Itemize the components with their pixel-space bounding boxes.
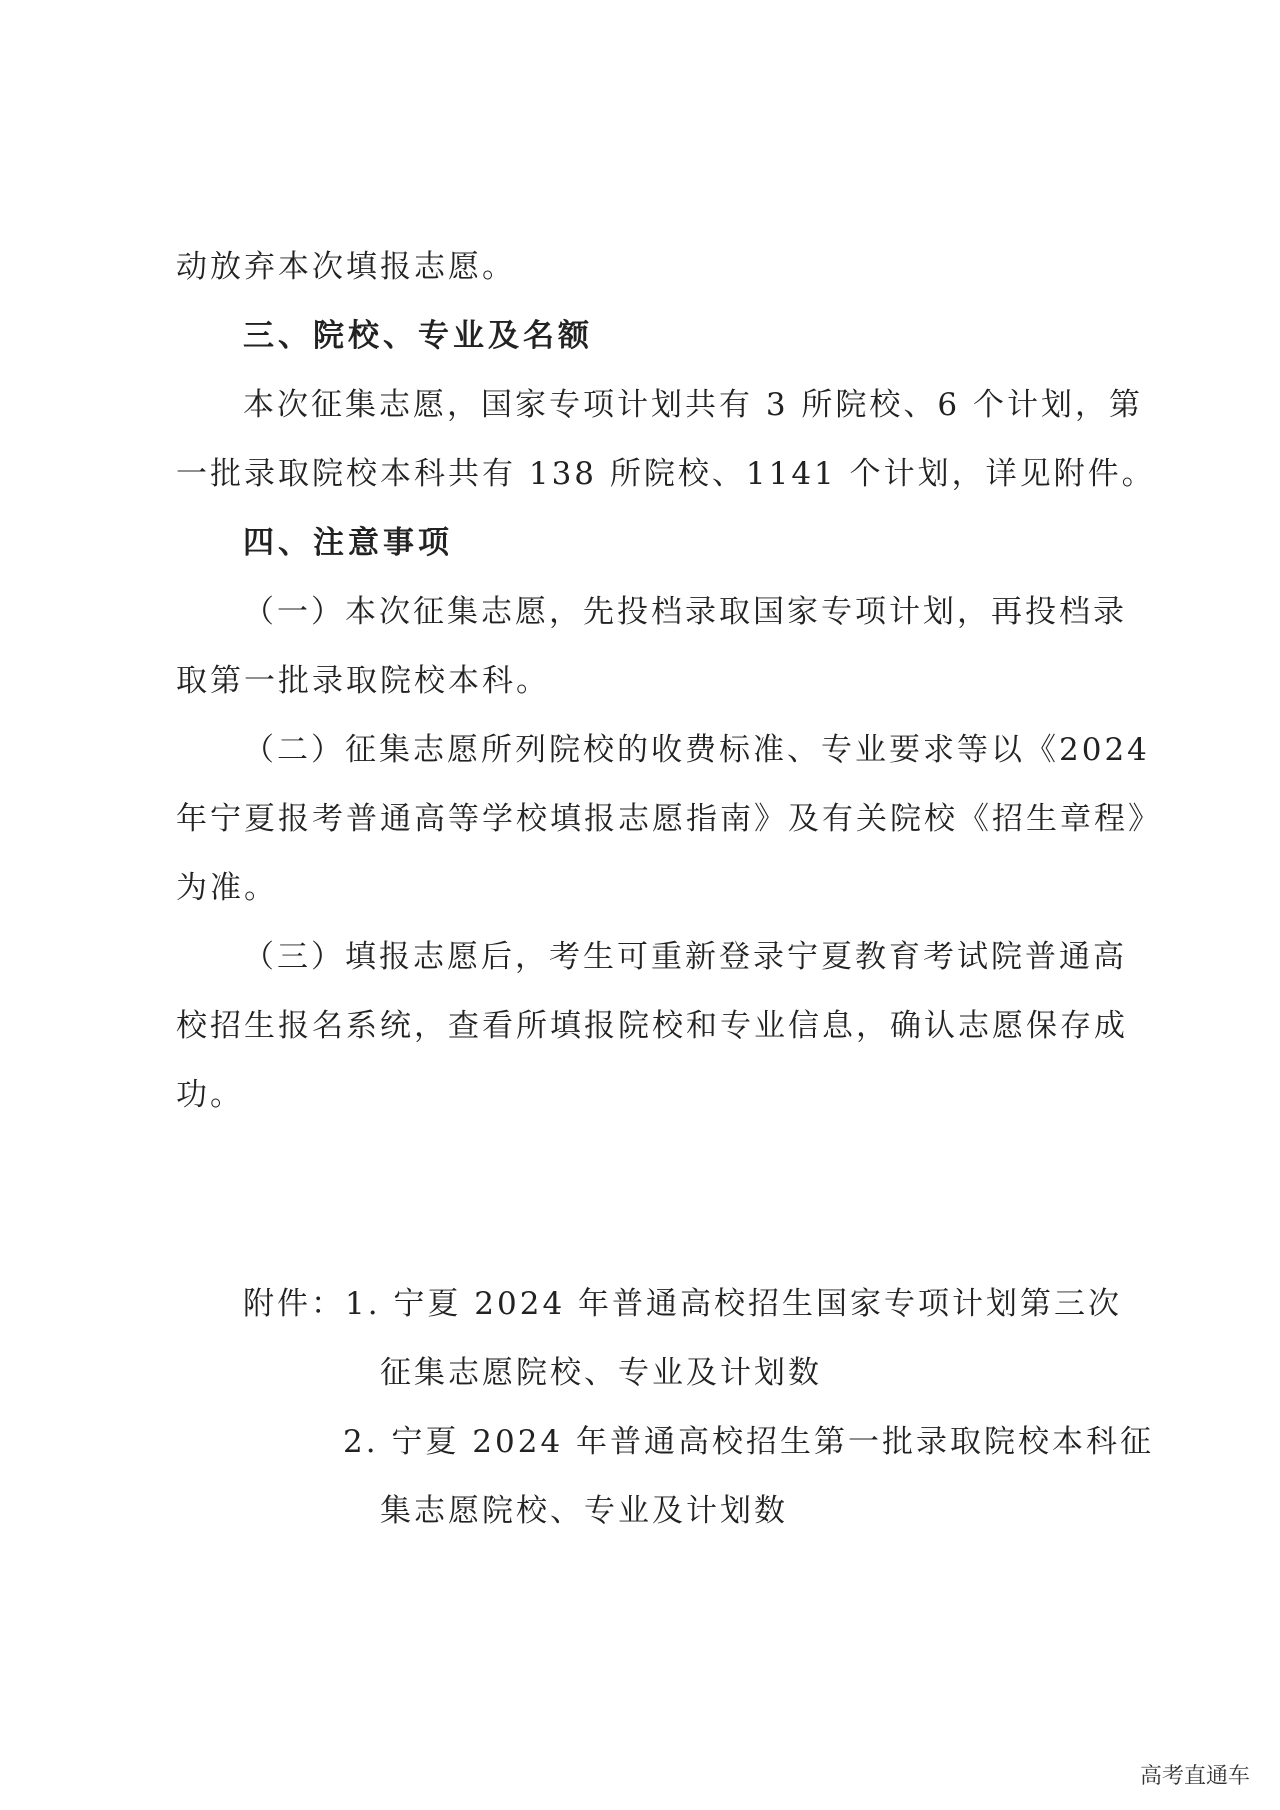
paragraph-line: 一批录取院校本科共有 138 所院校、1141 个计划，详见附件。 [176,456,1156,492]
section-heading: 三、院校、专业及名额 [243,318,593,354]
watermark-label: 高考直通车 [1134,1757,1256,1792]
attachment-line: 征集志愿院校、专业及计划数 [380,1355,822,1391]
paragraph-line: （一）本次征集志愿，先投档录取国家专项计划，再投档录 [243,594,1127,630]
section-heading: 四、注意事项 [243,525,453,561]
paragraph-line: （二）征集志愿所列院校的收费标准、专业要求等以《2024 [243,732,1150,768]
paragraph-line: 功。 [176,1077,244,1113]
attachment-line: 附件：1. 宁夏 2024 年普通高校招生国家专项计划第三次 [243,1286,1123,1322]
paragraph-line: （三）填报志愿后，考生可重新登录宁夏教育考试院普通高 [243,939,1127,975]
paragraph-line: 本次征集志愿，国家专项计划共有 3 所院校、6 个计划，第 [243,387,1144,423]
paragraph-line: 动放弃本次填报志愿。 [176,249,516,285]
paragraph-line: 年宁夏报考普通高等学校填报志愿指南》及有关院校《招生章程》 [176,801,1162,837]
attachment-line: 2. 宁夏 2024 年普通高校招生第一批录取院校本科征 [343,1424,1155,1460]
paragraph-line: 为准。 [176,870,278,906]
attachment-line: 集志愿院校、专业及计划数 [380,1493,788,1529]
paragraph-line: 取第一批录取院校本科。 [176,663,550,699]
paragraph-line: 校招生报名系统，查看所填报院校和专业信息，确认志愿保存成 [176,1008,1128,1044]
